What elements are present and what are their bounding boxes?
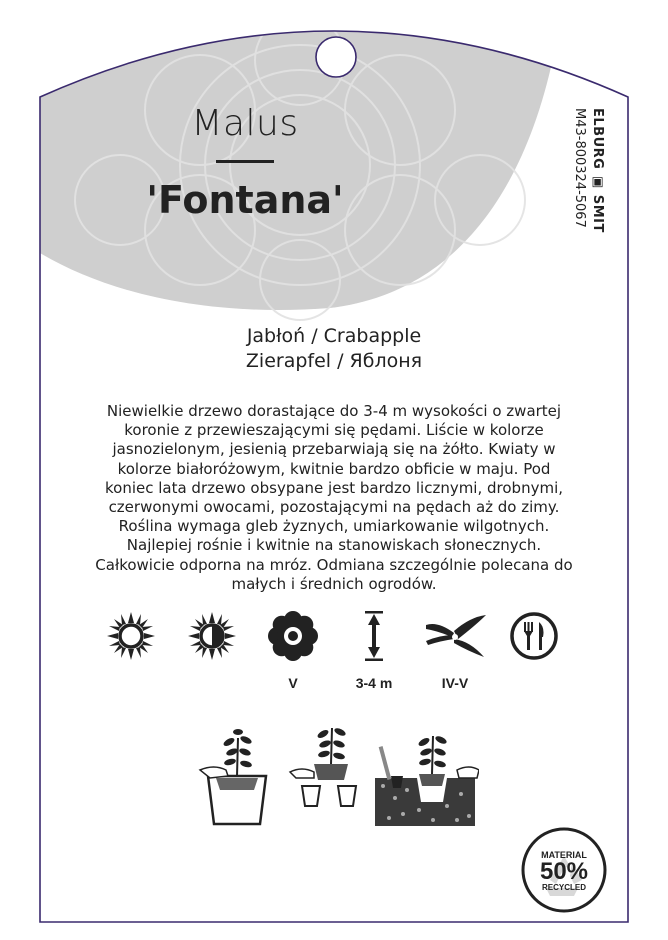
recycle-percentage: 50% <box>539 858 589 885</box>
description-line: Całkowicie odporna na mróz. Odmiana szczególnie polecana do <box>95 555 573 574</box>
genus-name: Malus <box>191 103 299 144</box>
flower-icon <box>268 611 318 661</box>
water-pot-step-icon <box>196 720 278 834</box>
height-arrow-icon <box>349 611 399 661</box>
pruning-shears-icon <box>424 611 474 661</box>
description-line: Roślina wymaga gleb żyznych, umiarkowanie wilgotnych. <box>118 517 550 536</box>
remove-pot-step-icon <box>286 720 368 834</box>
title-divider <box>216 160 274 163</box>
description <box>70 402 598 594</box>
description-line: kolorze białoróżowym, kwitnie bardzo obficie w maju. Pod <box>117 459 551 478</box>
description-line: Najlepiej rośnie i kwitnie na stanowiskach słonecznych. <box>126 536 542 555</box>
full-sun-icon <box>106 611 156 661</box>
common-names-line-2: Zierapfel / Яблоня <box>245 350 423 372</box>
description-line: koniec lata drzewo obsypane jest bardzo licznymi, drobnymi, <box>104 478 564 497</box>
pruning-period: IV-V <box>441 675 469 691</box>
edible-cutlery-icon <box>509 611 559 661</box>
recycle-label-top: MATERIAL <box>541 850 587 860</box>
description-line: małych i średnich ogrodów. <box>231 574 437 593</box>
cultivar-name: 'Fontana' <box>146 178 344 222</box>
common-names-line-1: Jabłoń / Crabapple <box>246 325 422 347</box>
description-line: koronie z przewieszającymi się pędami. Liście w kolorze <box>124 421 544 440</box>
height-value: 3-4 m <box>355 675 393 691</box>
product-code: M43-800324-5067 <box>572 108 587 228</box>
brand-name: ELBURG ▣ SMIT <box>590 108 605 233</box>
flowering-month: V <box>288 675 298 691</box>
half-shade-icon <box>187 611 237 661</box>
plant-in-soil-step-icon <box>373 720 479 834</box>
recycle-label-bottom: RECYCLED <box>541 883 586 892</box>
description-line: czerwonymi owocami, pozostającymi na pędach aż do zimy. <box>108 498 560 517</box>
description-line: jasnozielonym, jesienią przebarwiają się na żółto. Kwiaty w <box>112 440 556 459</box>
description-line: Niewielkie drzewo dorastające do 3-4 m wysokości o zwartej <box>106 402 562 420</box>
recycled-material-badge <box>520 826 608 914</box>
